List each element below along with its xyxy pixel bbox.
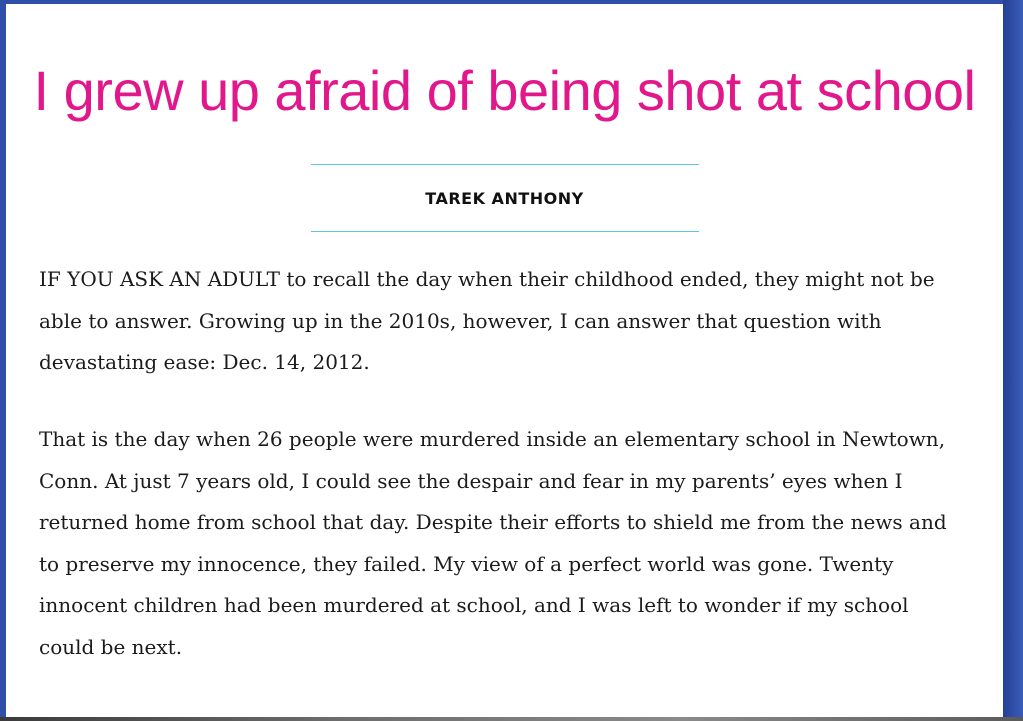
right-frame-edge [1003,0,1023,721]
article-page [6,4,1003,717]
byline-top-divider [311,164,699,165]
article-title: I grew up afraid of being shot at school [33,59,976,122]
author-byline: TAREK ANTHONY [425,189,584,208]
article-paragraph-1: IF YOU ASK AN ADULT to recall the day when their childhood ended, they might not be able to answer. Growing up in the 2010s, however, I can answer that question with devastating ease: Dec. 14, 2012. [39,267,935,374]
article-paragraph-2: That is the day when 26 people were murdered inside an elementary school in Newtown, Conn. At just 7 years old, I could see the despair and fear in my parents’ eyes when I returned home from school that day. Despite their efforts to shield me from the news and to preserve my innocence, they failed. My view of a perfect world was gone. Twenty innocent children had been murdered at school, and I was left to wonder if my school could be next. [39,427,947,659]
byline-bottom-divider [311,231,699,232]
bottom-frame-edge [0,717,1023,721]
